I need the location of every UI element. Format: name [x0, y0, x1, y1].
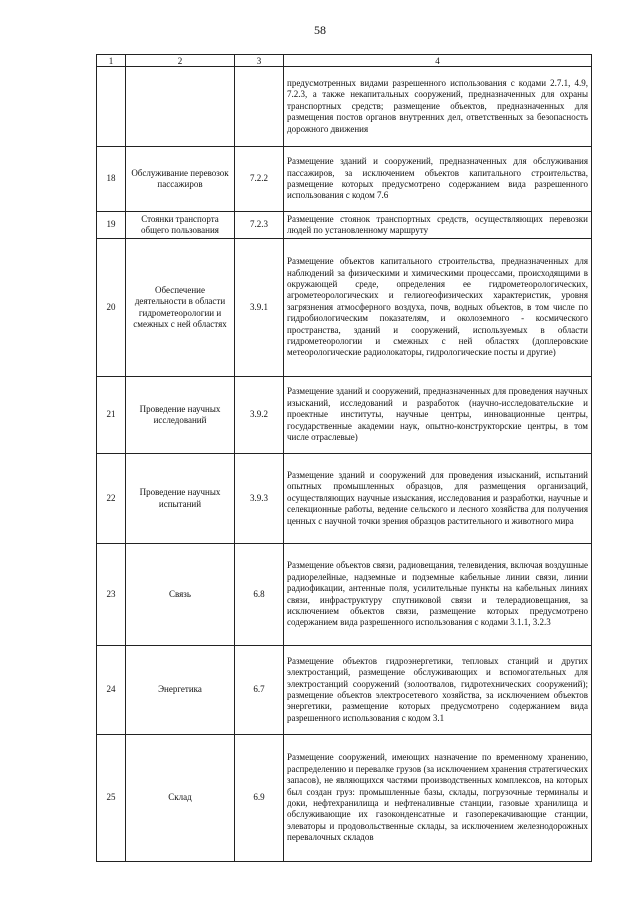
row-code: 3.9.2	[235, 377, 284, 454]
row-name: Энергетика	[126, 646, 235, 735]
row-description: Размещение сооружений, имеющих назначение по временному хранению, распределению и перевалке грузов (за исключением хранения стратегических запасов), не являющихся частями производственных комплексов, на которых был создан груз: промышленные базы, склады, погрузочные терминалы и доки, нефтехранилища и нефтеналивные станции, газовые хранилища и обслуживающие их газоконденсатные и газоперекачивающие станции, элеваторы и продовольственные склады, за исключением железнодорожных перевалочных складов	[284, 735, 592, 862]
row-name	[126, 67, 235, 147]
header-col-2: 2	[126, 55, 235, 67]
table-row	[97, 377, 592, 454]
row-number	[97, 67, 126, 147]
row-number: 20	[97, 239, 126, 377]
row-name: Обслуживание перевозок пассажиров	[126, 147, 235, 212]
row-description: Размещение зданий и сооружений, предназначенных для проведения научных изысканий, исследований и разработок (научно-исследовательские и проектные институты, научные центры, инновационные центры, государственные академии наук, опытно-конструкторские центры, в том числе отраслевые)	[284, 377, 592, 454]
table-row	[97, 212, 592, 239]
row-number: 21	[97, 377, 126, 454]
row-description: Размещение объектов гидроэнергетики, тепловых станций и других электростанций, размещение обслуживающих и вспомогательных для электростанций сооружений (золоотвалов, гидротехнических сооружений); размещение объектов электросетевого хозяйства, за исключением объектов энергетики, размещение которых предусмотрено содержанием вида разрешенного использования с кодом 3.1	[284, 646, 592, 735]
row-name: Проведение научных исследований	[126, 377, 235, 454]
land-use-table	[96, 54, 592, 862]
table-row	[97, 67, 592, 147]
table-row	[97, 147, 592, 212]
header-col-3: 3	[235, 55, 284, 67]
row-code: 3.9.1	[235, 239, 284, 377]
row-number: 25	[97, 735, 126, 862]
row-name: Обеспечение деятельности в области гидрометеорологии и смежных с ней областях	[126, 239, 235, 377]
row-number: 19	[97, 212, 126, 239]
table-row	[97, 735, 592, 862]
row-code: 6.7	[235, 646, 284, 735]
table-row	[97, 239, 592, 377]
row-description: Размещение зданий и сооружений для проведения изысканий, испытаний опытных промышленных образцов, для размещения организаций, осуществляющих научные изыскания, исследования и разработки, научные и селекционные работы, ведение сельского и лесного хозяйства для получения ценных с научной точки зрения образцов растительного и животного мира	[284, 454, 592, 544]
row-name: Связь	[126, 544, 235, 646]
row-description: Размещение объектов связи, радиовещания, телевидения, включая воздушные радиорелейные, надземные и подземные кабельные линии связи, линии радиофикации, антенные поля, усилительные пункты на кабельных линиях связи, инфраструктуру спутниковой связи и телерадиовещания, за исключением объектов связи, размещение которых предусмотрено содержанием вида разрешенного использования с кодами 3.1.1, 3.2.3	[284, 544, 592, 646]
row-description: Размещение объектов капитального строительства, предназначенных для наблюдений за физическими и химическими процессами, происходящими в окружающей среде, определения ее гидрометеорологических, агрометеорологических и гелиогеофизических характеристик, уровня загрязнения атмосферного воздуха, почв, водных объектов, в том числе по гидробиологическим показателям, и околоземного - космического пространства, зданий и сооружений, используемых в области гидрометеорологии и смежных с ней областях (доплеровские метеорологические радиолокаторы, гидрологические посты и другие)	[284, 239, 592, 377]
table-row	[97, 646, 592, 735]
table-row	[97, 454, 592, 544]
row-number: 24	[97, 646, 126, 735]
row-description: предусмотренных видами разрешенного использования с кодами 2.7.1, 4.9, 7.2.3, а также некапитальных сооружений, предназначенных для охраны транспортных средств; размещение объектов, предназначенных для размещения постов органов внутренних дел, ответственных за безопасность дорожного движения	[284, 67, 592, 147]
row-name: Склад	[126, 735, 235, 862]
row-code: 7.2.2	[235, 147, 284, 212]
table-row	[97, 544, 592, 646]
row-code	[235, 67, 284, 147]
header-col-4: 4	[284, 55, 592, 67]
row-code: 3.9.3	[235, 454, 284, 544]
row-code: 6.9	[235, 735, 284, 862]
row-number: 23	[97, 544, 126, 646]
row-description: Размещение стоянок транспортных средств, осуществляющих перевозки людей по установленному маршруту	[284, 212, 592, 239]
row-code: 6.8	[235, 544, 284, 646]
row-description: Размещение зданий и сооружений, предназначенных для обслуживания пассажиров, за исключением объектов капитального строительства, размещение которых предусмотрено содержанием вида разрешенного использования с кодом 7.6	[284, 147, 592, 212]
row-number: 18	[97, 147, 126, 212]
page-number: 58	[314, 23, 326, 37]
header-col-1: 1	[97, 55, 126, 67]
row-name: Проведение научных испытаний	[126, 454, 235, 544]
table-header-row	[97, 55, 592, 67]
row-number: 22	[97, 454, 126, 544]
row-code: 7.2.3	[235, 212, 284, 239]
row-name: Стоянки транспорта общего пользования	[126, 212, 235, 239]
